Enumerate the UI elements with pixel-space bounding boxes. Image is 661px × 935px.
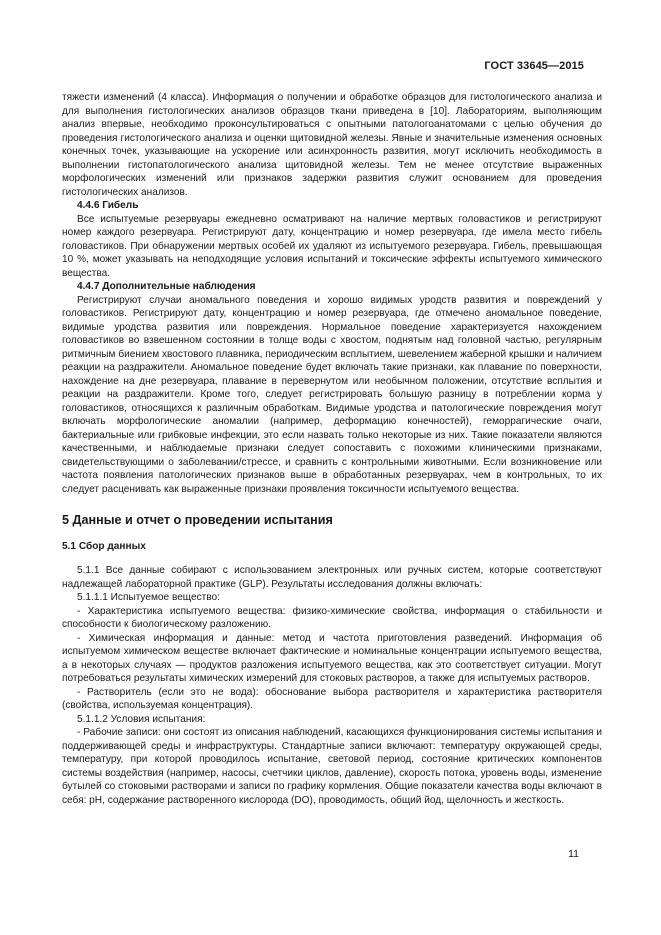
document-code-header: ГОСТ 33645—2015 [484,60,584,72]
paragraph-5-1-1: 5.1.1 Все данные собирают с использованием электронных или ручных систем, которые соответствуют надлежащей лабораторной практике (GLP). Результаты исследования должны включать: [62,565,602,590]
document-body [62,91,602,807]
paragraph-5-1-1-2: 5.1.1.2 Условия испытания: [77,713,206,725]
list-item-chemical-information: - Химическая информация и данные: метод и частота приготовления разведений. Информация об испытуемом химическом веществе включает фактические и номинальные концентрации испытуемого вещества, а в некоторых случаях — продуктов разложения испытуемого вещества, как это соответствует ситуации. Могут потребоваться результаты химических измерений для стоковых растворов, а также для испытуемых растворов. [62,632,602,684]
paragraph-4-4-7: Регистрируют случаи аномального поведения и хорошо видимых уродств развития и повреждений у головастиков. Регистрируют дату, концентрацию и номер резервуара, где отмечено аномальное поведение, видимые уродства развития или повреждения. Нормальное поведение характеризуется нахождением головастиков во взвешенном состоянии в толще воды с хвостом, поднятым над головной частью, регулярным ритмичным биением хвостового плавника, периодическим всплытием, шевелением жаберной крышки и наличием реакции на раздражители. Аномальное поведение будет включать такие признаки, как плавание по поверхности, нахождение на дне резервуара, плавание в перевернутом или необычном положении, отсутствие всплытия и реакции на раздражители. Кроме того, следует регистрировать большую разницу в потреблении корма у головастиков, относящихся к различным обработкам. Видимые уродства и патологические повреждения могут включать морфологические аномалии (например, деформацию конечностей), геморрагические очаги, бактериальные или грибковые инфекции, это если назвать только некоторые из них. Такие показатели являются качественными, и наблюдаемые признаки следует сопоставить с похожими клиническими признаками, свидетельствующими о заболевании/стрессе, и сравнить с контрольными животными. Если возникновение или частота появления патологических признаков выше в обработанных резервуарах, чем в контрольных, то их следует расценивать как выраженные признаки проявления токсичности испытуемого вещества. [62,294,602,495]
list-item-substance-characteristics: - Характеристика испытуемого вещества: физико-химические свойства, информация о стабильности и способности к биологическому разложению. [62,605,602,630]
heading-4-4-7: 4.4.7 Дополнительные наблюдения [77,281,256,292]
section-heading-5: 5 Данные и отчет о проведении испытания [62,513,333,527]
paragraph-intro: тяжести изменений (4 класса). Информация о получении и обработке образцов для гистологического анализа и для выполнения гистологических анализов образцов ткани приведена в [10]. Лабораториям, выполняющим анализ впервые, необходимо проконсультироваться с опытными патологоанатомами с целью обучения до проведения гистологического анализа и оценки щитовидной железы. Явные и значительные изменения основных конечных точек, указывающие на ускорение или асинхронность развития, могут исключить необходимость в выполнении гистопатологического анализа щитовидной железы. Тем не менее отсутствие выраженных морфологических изменений или признаков задержки развития служит основанием для проведения гистологических анализов. [62,92,602,198]
page-number: 11 [568,848,579,860]
paragraph-4-4-6: Все испытуемые резервуары ежедневно осматривают на наличие мертвых головастиков и регистрируют номер каждого резервуара. Регистрируют дату, концентрацию и номер резервуара, где имела место гибель головастиков. При обнаружении мертвых особей их удаляют из испытуемого резервуара. Гибель, превышающая 10 %, может указывать на неподходящие условия испытаний и токсические эффекты испытуемого химического вещества. [62,213,602,279]
heading-4-4-6: 4.4.6 Гибель [77,200,139,211]
list-item-solvent: - Растворитель (если это не вода): обоснование выбора растворителя и характеристика растворителя (свойства, используемая концентрация). [62,686,602,711]
list-item-work-records: - Рабочие записи: они состоят из описания наблюдений, касающихся функционирования системы испытания и поддерживающей среды и инфраструктуры. Стандартные записи включают: температуру окружающей среды, температуру, при которой проводилось испытание, световой период, состояние критических компонентов системы воздействия (например, насосы, счетчики циклов, давление), скорость потока, уровень воды, изменение бутылей со стоковыми растворами и записи по графику кормления. Общие показатели качества воды включают в себя: pH, содержание растворенного кислорода (DO), проводимость, общий йод, щелочность и жесткость. [62,727,602,806]
paragraph-5-1-1-1: 5.1.1.1 Испытуемое вещество: [77,592,220,603]
subsection-heading-5-1: 5.1 Сбор данных [62,540,146,552]
